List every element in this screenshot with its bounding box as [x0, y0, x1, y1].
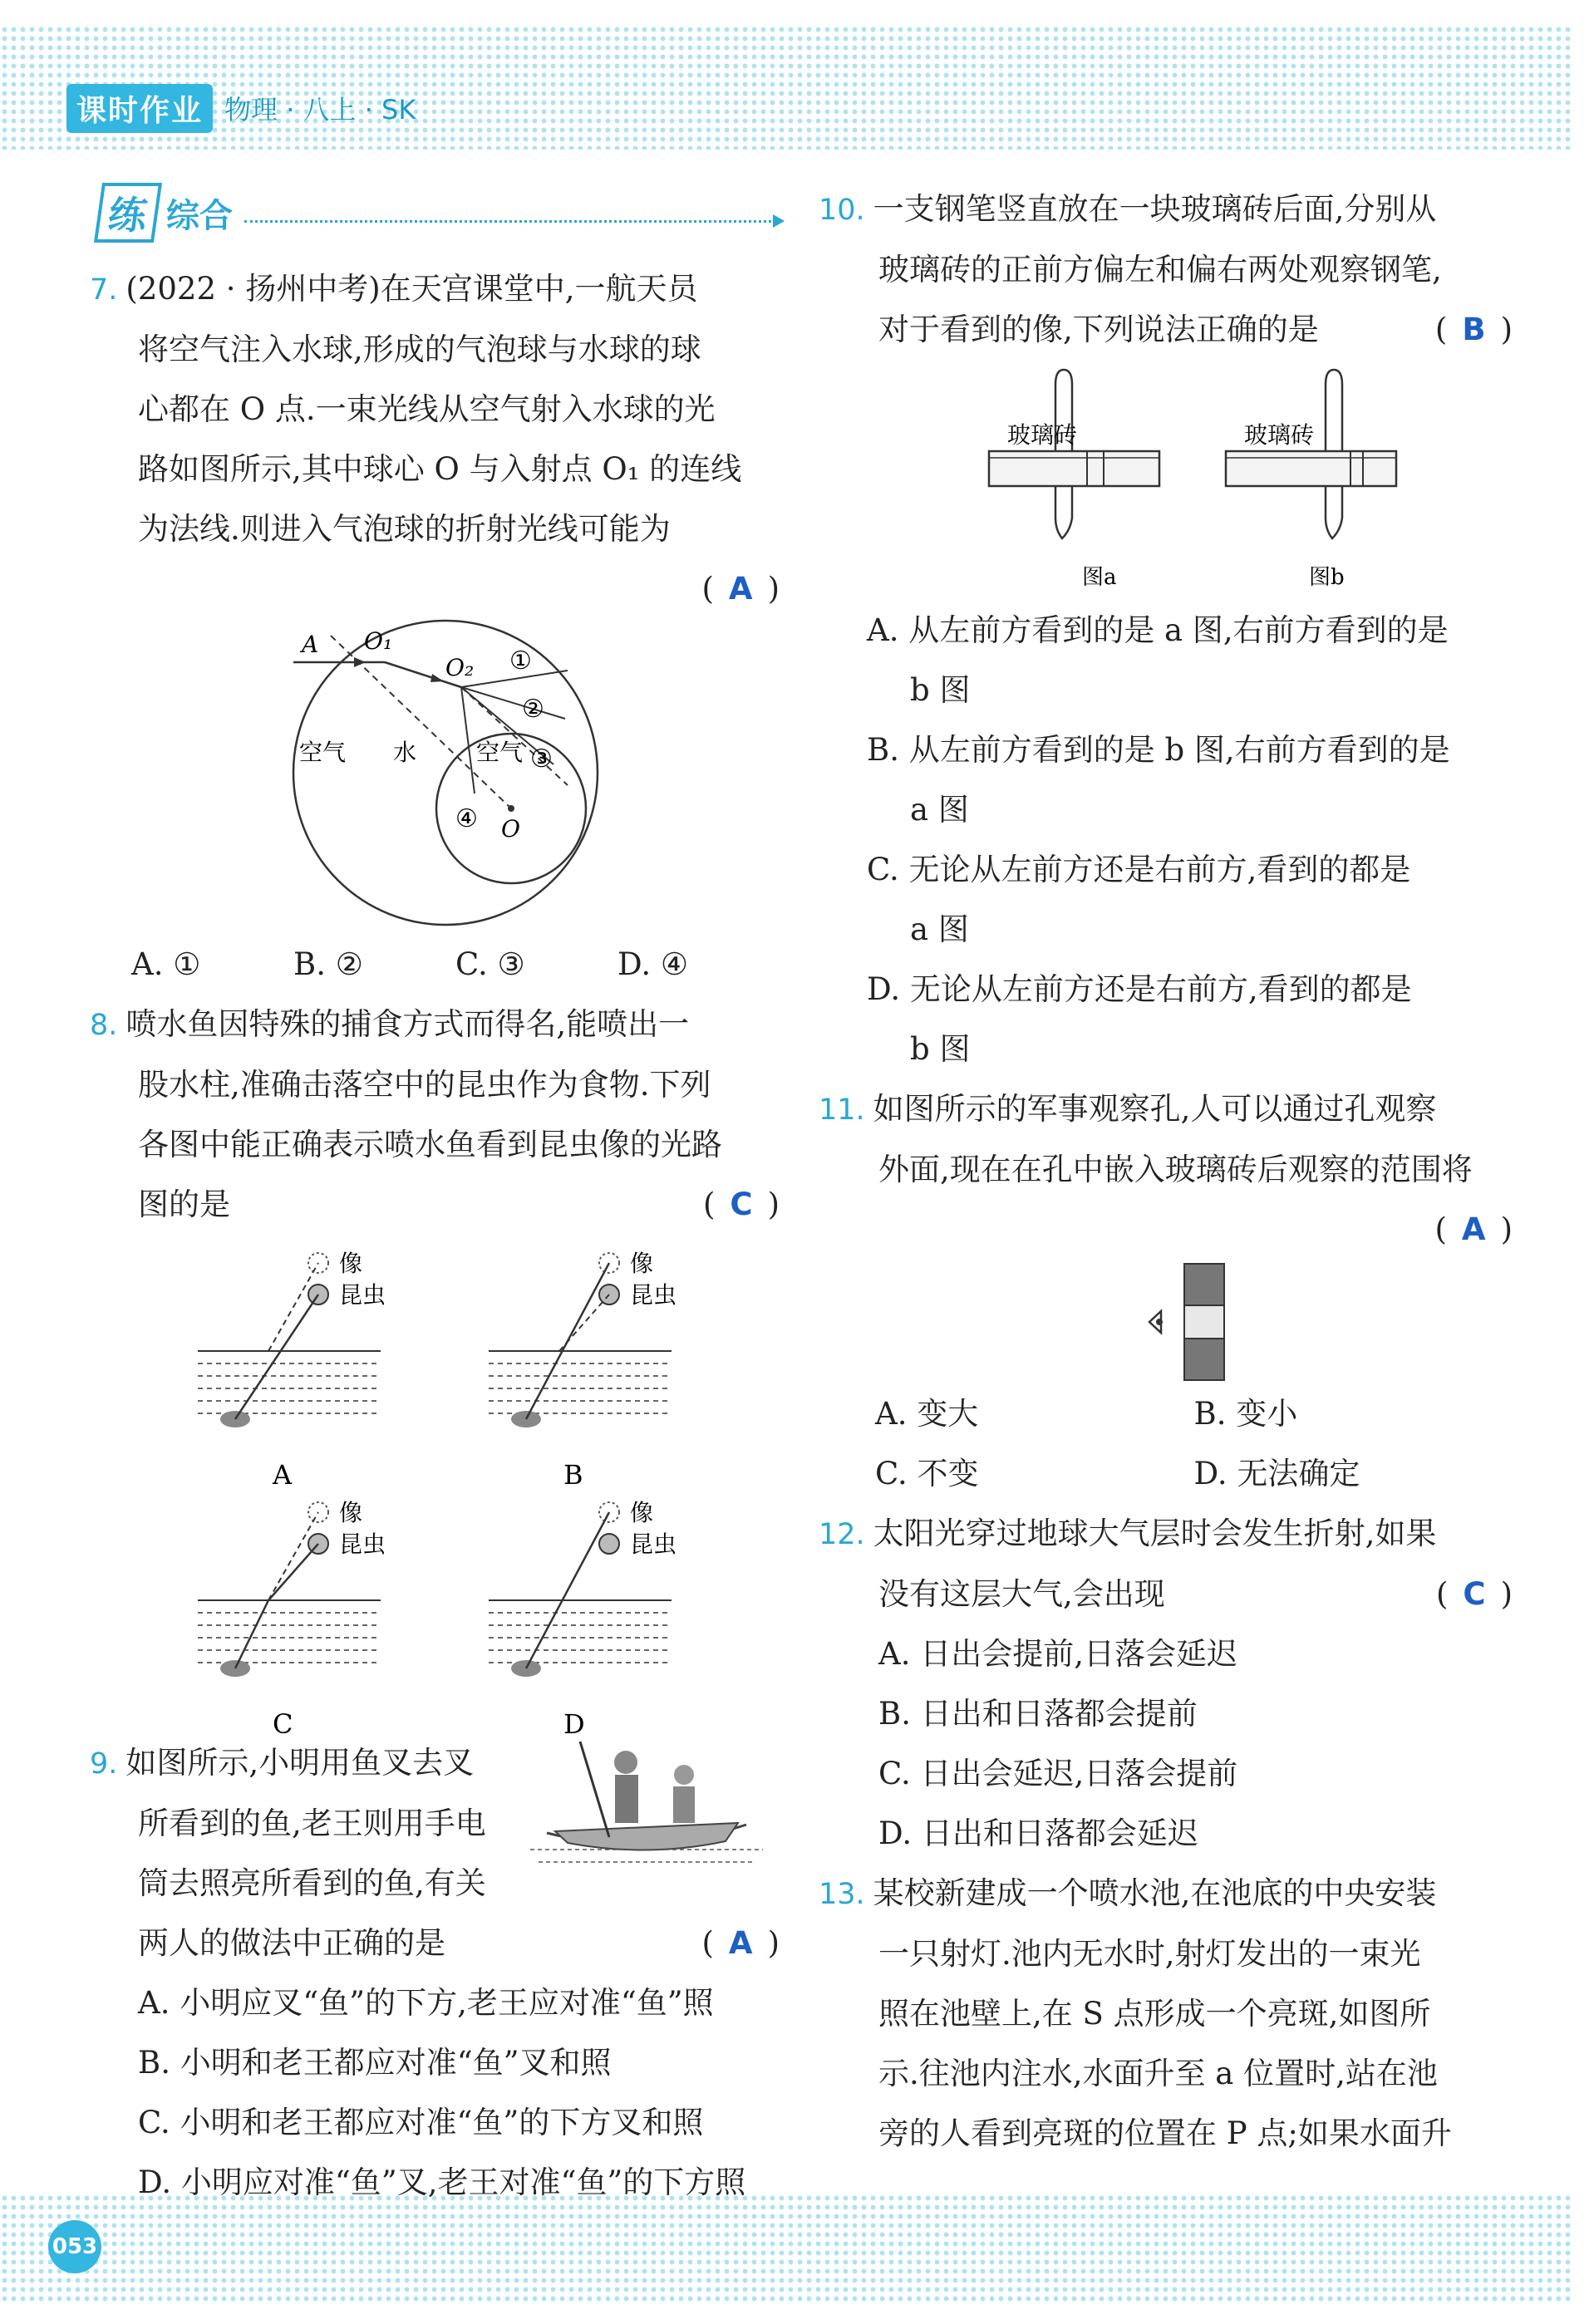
- candidate-ray-2: [461, 687, 565, 719]
- figure-a: [989, 370, 1159, 590]
- subject-label: 物理 · 八上 · SK: [224, 94, 416, 125]
- label-air-outer: 空气: [299, 739, 347, 766]
- eye-pupil: [1156, 1319, 1163, 1325]
- question-text: 照在池壁上,在 S 点形成一个亮斑,如图所: [878, 1996, 1431, 2032]
- option-c: C. 不变: [875, 1456, 979, 1491]
- question-text: 心都在 O 点.一束光线从空气射入水球的光: [138, 391, 716, 427]
- question-number: 13.: [819, 1878, 865, 1911]
- option-b: B. 小明和老王都应对准“鱼”叉和照: [138, 2045, 612, 2081]
- candidate-ray-4: [461, 687, 475, 794]
- option-d: D. ④: [617, 946, 689, 982]
- figure-observation-hole: [819, 1260, 1513, 1384]
- option-c: C. 日出会延迟,日落会提前: [878, 1756, 1238, 1791]
- wall-bottom: [1184, 1339, 1224, 1380]
- panel-label: D: [563, 1708, 585, 1733]
- question-text: 旁的人看到亮斑的位置在 P 点;如果水面升: [878, 2115, 1452, 2151]
- question-7: [90, 259, 780, 995]
- option-c: C. 小明和老王都应对准“鱼”的下方叉和照: [138, 2105, 704, 2140]
- question-text: 外面,现在在孔中嵌入玻璃砖后观察的范围将: [878, 1152, 1473, 1187]
- page-number: 053: [48, 2220, 101, 2273]
- section-arrow-line: [244, 220, 776, 223]
- panel-label: B: [563, 1459, 583, 1491]
- figure-a-label: 图a: [1082, 565, 1117, 590]
- panel-a: [198, 1250, 386, 1491]
- glass-brick: [1226, 451, 1396, 486]
- question-text: 图的是 ( C ): [90, 1175, 780, 1235]
- person-laowang-body: [673, 1786, 695, 1823]
- pen-top: [1326, 370, 1342, 451]
- label-o: O: [501, 815, 520, 843]
- observation-hole-svg: [819, 1260, 1513, 1384]
- boat-body: [555, 1823, 738, 1850]
- panel-label: A: [273, 1459, 293, 1491]
- question-number: 7.: [90, 273, 118, 307]
- options-row: [90, 935, 780, 995]
- answer-bracket: ( A ): [701, 1925, 780, 1961]
- question-9: [90, 1733, 780, 2213]
- option-c: C. 无论从左前方还是右前方,看到的都是: [867, 852, 1411, 887]
- option-b: B. 变小: [1193, 1396, 1298, 1432]
- label-ray-3: ③: [530, 744, 553, 774]
- insect-label: 昆虫: [339, 1530, 386, 1558]
- light-ray-water: [235, 1600, 268, 1668]
- option-d: D. 日出和日落都会延迟: [878, 1815, 1198, 1851]
- left-column: [90, 259, 780, 2213]
- question-text: 两人的做法中正确的是 ( A ): [90, 1914, 780, 1973]
- figure-archerfish: [90, 1235, 780, 1733]
- option-a: A. ①: [131, 946, 201, 982]
- panel-d: [489, 1499, 676, 1733]
- label-ray-2: ②: [522, 695, 544, 724]
- question-text: 一支钢笔竖直放在一块玻璃砖后面,分别从: [873, 191, 1437, 227]
- label-ray-4: ④: [455, 804, 478, 833]
- question-text: (2022 · 扬州中考)在天宫课堂中,一航天员: [125, 271, 698, 307]
- figure-glass-brick-pen: [819, 360, 1513, 601]
- glass-brick-svg: [819, 360, 1513, 601]
- label-a: A: [302, 631, 319, 658]
- answer-bracket: ( C ): [702, 1187, 780, 1222]
- label-ray-1: ①: [509, 646, 532, 676]
- glass-brick: [989, 451, 1159, 486]
- option-b-cont: a 图: [910, 792, 969, 828]
- question-12: [819, 1504, 1513, 1864]
- answer-letter: B: [1462, 312, 1486, 347]
- answer-bracket: ( A ): [701, 571, 780, 607]
- answer-bracket: ( A ): [1434, 1211, 1513, 1247]
- answer-letter: A: [728, 1925, 753, 1961]
- section-heading: [98, 183, 776, 243]
- options-row-1: [819, 1384, 1513, 1444]
- question-text: 如图所示,小明用鱼叉去叉: [125, 1745, 475, 1781]
- incident-ray-arrow: [354, 657, 366, 667]
- virtual-ray: [559, 1295, 609, 1351]
- option-b: B. ②: [293, 946, 363, 982]
- archerfish-diagrams-svg: [90, 1235, 780, 1733]
- option-a: A. 变大: [875, 1396, 979, 1432]
- glass-label: 玻璃砖: [1244, 421, 1315, 449]
- light-ray: [526, 1512, 609, 1668]
- question-text: 筒去照亮所看到的鱼,有关: [138, 1865, 486, 1901]
- option-d-cont: b 图: [910, 1031, 971, 1067]
- option-a: A. 日出会提前,日落会延迟: [878, 1636, 1238, 1672]
- question-text: 路如图所示,其中球心 O 与入射点 O₁ 的连线: [138, 451, 742, 487]
- section-label: 综合: [166, 196, 233, 235]
- right-margin: [1571, 25, 1594, 2302]
- insect-icon: [599, 1534, 619, 1554]
- person-xiaoming-body: [615, 1775, 638, 1823]
- light-ray-air: [268, 1544, 318, 1600]
- panel-label: C: [273, 1708, 293, 1733]
- question-text: 股水柱,准确击落空中的昆虫作为食物.下列: [138, 1067, 711, 1103]
- wall-top: [1184, 1264, 1224, 1305]
- option-c: C. ③: [455, 946, 525, 982]
- answer-letter: A: [1461, 1211, 1486, 1247]
- pen-bottom: [1326, 486, 1342, 538]
- answer-bracket: ( B ): [1434, 312, 1513, 347]
- boat-fishing-illustration: [530, 1725, 763, 1874]
- question-number: 11.: [819, 1093, 865, 1127]
- question-text: 玻璃砖的正前方偏左和偏右两处观察钢笔,: [878, 252, 1442, 287]
- panel-c: [198, 1499, 386, 1733]
- fish-spear-icon: [580, 1742, 609, 1837]
- person-laowang-icon: [674, 1765, 694, 1785]
- practice-icon: 练: [94, 183, 162, 243]
- question-number: 9.: [90, 1747, 118, 1781]
- question-text: 没有这层大气,会出现 ( C ): [819, 1565, 1513, 1624]
- person-xiaoming-icon: [614, 1751, 637, 1774]
- panel-b: [489, 1250, 676, 1491]
- refracted-ray-arrow: [430, 674, 444, 682]
- image-label: 像: [339, 1499, 363, 1526]
- virtual-ray: [268, 1512, 318, 1600]
- question-text: 各图中能正确表示喷水鱼看到昆虫像的光路: [138, 1127, 722, 1162]
- option-b: B. 日出和日落都会提前: [878, 1696, 1198, 1732]
- question-text: 某校新建成一个喷水池,在池底的中央安装: [873, 1875, 1437, 1911]
- option-a: A. 小明应叉“鱼”的下方,老王应对准“鱼”照: [138, 1985, 714, 2021]
- image-label: 像: [630, 1499, 654, 1526]
- insect-label: 昆虫: [339, 1281, 386, 1309]
- question-13: [819, 1864, 1513, 2164]
- page-header: [66, 83, 416, 133]
- answer-letter: A: [728, 571, 753, 607]
- option-d: D. 无论从左前方还是右前方,看到的都是: [867, 971, 1412, 1007]
- option-a: A. 从左前方看到的是 a 图,右前方看到的是: [867, 612, 1449, 648]
- label-air-inner: 空气: [476, 739, 524, 766]
- option-d: D. 小明应对准“鱼”叉,老王对准“鱼”的下方照: [138, 2164, 746, 2200]
- image-label: 像: [630, 1250, 654, 1277]
- label-o1: O₁: [364, 627, 393, 655]
- right-column: [819, 179, 1513, 2164]
- insect-label: 昆虫: [630, 1530, 677, 1558]
- question-text: 示.往池内注水,水面升至 a 位置时,站在池: [878, 2056, 1438, 2091]
- answer-bracket: ( C ): [1435, 1576, 1513, 1612]
- option-a-cont: b 图: [910, 672, 971, 708]
- question-number: 10.: [819, 194, 865, 227]
- label-water: 水: [393, 739, 417, 766]
- question-text: 如图所示的军事观察孔,人可以通过孔观察: [873, 1091, 1437, 1127]
- question-11: [819, 1079, 1513, 1504]
- brand-logo: 课时作业: [66, 84, 213, 133]
- answer-letter: C: [1463, 1576, 1486, 1612]
- light-ray: [235, 1295, 318, 1419]
- question-number: 12.: [819, 1518, 865, 1551]
- question-text: 所看到的鱼,老王则用手电: [138, 1806, 486, 1841]
- figure-bubble-refraction: [90, 619, 780, 935]
- pen-bottom: [1055, 486, 1072, 538]
- option-b: B. 从左前方看到的是 b 图,右前方看到的是: [867, 732, 1450, 768]
- glass-brick-in-hole: [1184, 1305, 1224, 1339]
- question-text: 对于看到的像,下列说法正确的是 ( B ): [819, 300, 1513, 360]
- bubble-diagram-svg: [90, 619, 780, 935]
- option-d: D. 无法确定: [1193, 1456, 1360, 1491]
- question-text: 为法线.则进入气泡球的折射光线可能为: [138, 511, 671, 547]
- question-number: 8.: [90, 1009, 118, 1042]
- question-8: [90, 995, 780, 1733]
- options-row-2: [819, 1444, 1513, 1504]
- normal-line-1: [331, 636, 511, 808]
- question-text: 太阳光穿过地球大气层时会发生折射,如果: [873, 1516, 1437, 1551]
- insect-label: 昆虫: [630, 1281, 677, 1309]
- answer-letter: C: [730, 1187, 753, 1222]
- question-text: 一只射灯.池内无水时,射灯发出的一束光: [878, 1936, 1421, 1972]
- figure-b-label: 图b: [1309, 565, 1345, 590]
- option-c-cont: a 图: [910, 911, 969, 947]
- image-label: 像: [339, 1250, 363, 1277]
- question-text: 将空气注入水球,形成的气泡球与水球的球: [138, 332, 701, 367]
- question-text: 喷水鱼因特殊的捕食方式而得名,能喷出一: [125, 1006, 690, 1042]
- glass-label: 玻璃砖: [1007, 421, 1078, 449]
- figure-b: [1226, 370, 1396, 590]
- label-o2: O₂: [445, 654, 475, 681]
- question-10: [819, 179, 1513, 1079]
